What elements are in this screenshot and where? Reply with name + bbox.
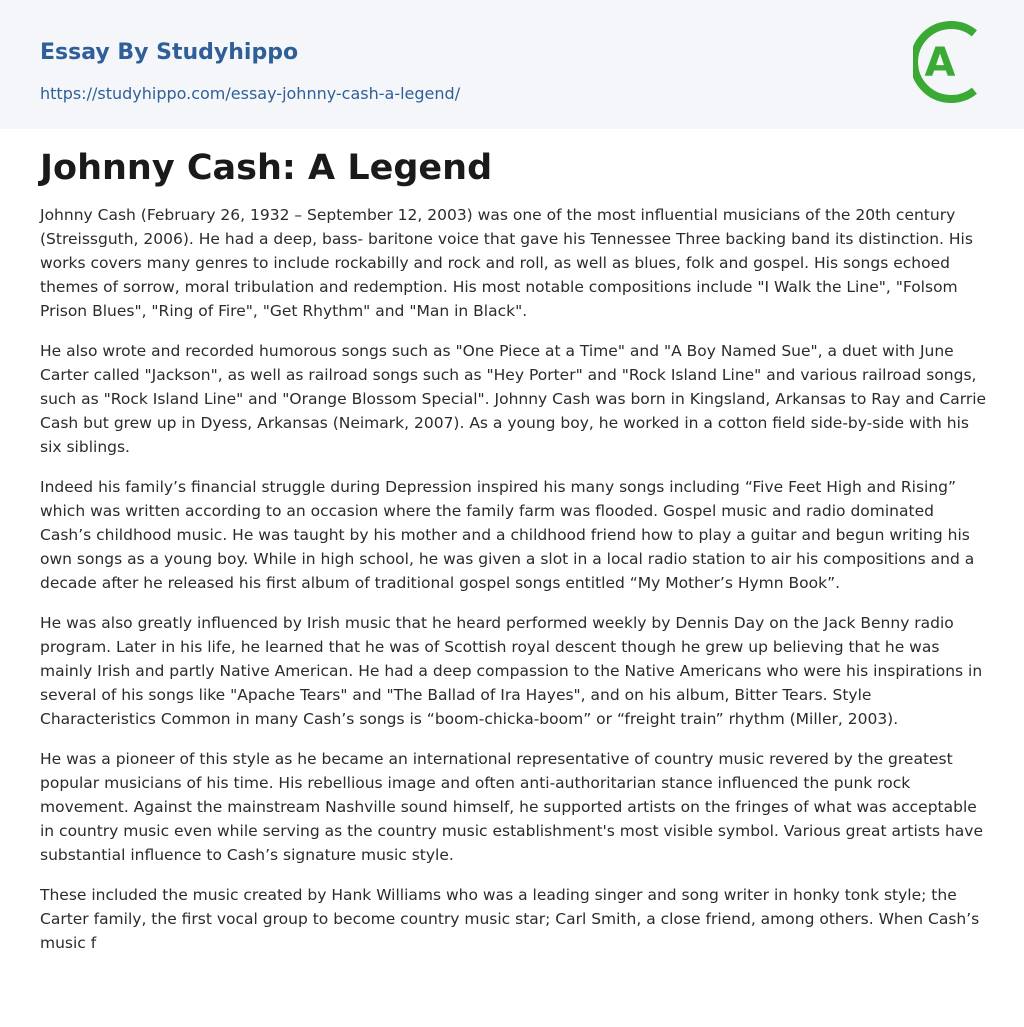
- essay-paragraph: He was also greatly influenced by Irish music that he heard performed weekly by Dennis Day on the Jack Benny radio program. Later in his life, he learned that he was of Scottish royal descent though he grew up believing that he was mainly Irish and partly Native American. He had a deep compassion to the Native Americans who were his inspirations in several of his songs like "Apache Tears" and "The Ballad of Ira Hayes", and on his album, Bitter Tears. Style Characteristics Common in many Cash’s songs is “boom-chicka-boom” or “freight train” rhythm (Miller, 2003).: [40, 614, 983, 728]
- essay-paragraph: He also wrote and recorded humorous songs such as "One Piece at a Time" and "A Boy Named Sue", a duet with June Carter called "Jackson", as well as railroad songs such as "Hey Porter" and "Rock Island Line" and various railroad songs, such as "Rock Island Line" and "Orange Blossom Special". Johnny Cash was born in Kingsland, Arkansas to Ray and Carrie Cash but grew up in Dyess, Arkansas (Neimark, 2007). As a young boy, he worked in a cotton field side-by-side with his six siblings.: [40, 342, 987, 456]
- essay-url-link[interactable]: https://studyhippo.com/essay-johnny-cash-a-legend/: [40, 84, 461, 103]
- studyhippo-logo-icon[interactable]: [913, 20, 987, 104]
- essay-paragraph: Indeed his family’s financial struggle during Depression inspired his many songs including “Five Feet High and Rising” which was written according to an occasion where the family farm was flooded. Gospel music and radio dominated Cash’s childhood music. He was taught by his mother and a childhood friend how to play a guitar and begun writing his own songs as a young boy. While in high school, he was given a slot in a local radio station to air his compositions and a decade after he released his first album of traditional gospel songs entitled “My Mother’s Hymn Book”.: [40, 478, 975, 592]
- site-header: [0, 0, 1024, 129]
- article: [40, 146, 988, 971]
- essay-paragraph: He was a pioneer of this style as he became an international representative of country music revered by the greatest popular musicians of his time. His rebellious image and often anti-authoritarian stance influenced the punk rock movement. Against the mainstream Nashville sound himself, he supported artists on the fringes of what was acceptable in country music even while serving as the country music establishment's most visible symbol. Various great artists have substantial influence to Cash’s signature music style.: [40, 750, 983, 864]
- logo-letter: A: [924, 40, 956, 86]
- essay-paragraph: Johnny Cash (February 26, 1932 – September 12, 2003) was one of the most influential musicians of the 20th century (Streissguth, 2006). He had a deep, bass- baritone voice that gave his Tennessee Three backing band its distinction. His works covers many genres to include rockabilly and rock and roll, as well as blues, folk and gospel. His songs echoed themes of sorrow, moral tribulation and redemption. His most notable compositions include "I Walk the Line", "Folsom Prison Blues", "Ring of Fire", "Get Rhythm" and "Man in Black".: [40, 206, 973, 320]
- site-brand[interactable]: Essay By Studyhippo: [40, 40, 299, 65]
- essay-paragraph: These included the music created by Hank Williams who was a leading singer and song writer in honky tonk style; the Carter family, the first vocal group to become country music star; Carl Smith, a close friend, among others. When Cash’s music f: [40, 886, 980, 952]
- essay-title: Johnny Cash: A Legend: [40, 148, 493, 188]
